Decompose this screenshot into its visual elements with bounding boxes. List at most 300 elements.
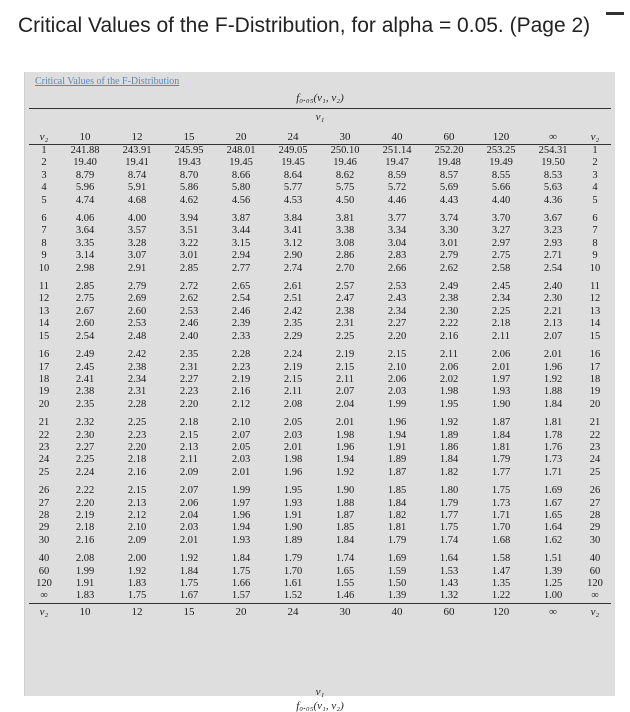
row-label-v2: 22 <box>38 429 50 441</box>
table-cell: 2.39 <box>231 318 251 330</box>
table-cell: 2.03 <box>387 386 407 398</box>
table-cell: 2.16 <box>231 386 251 398</box>
table-cell: 1.70 <box>283 565 303 577</box>
row-label-v2: 8 <box>41 237 47 249</box>
row-label-v2-right: 14 <box>589 318 601 330</box>
table-cell: 1.79 <box>439 497 459 509</box>
table-cell: 19.49 <box>489 157 513 169</box>
table-cell: 2.41 <box>75 373 95 385</box>
row-label-v2: 40 <box>38 553 50 565</box>
table-cell: 2.15 <box>335 361 355 373</box>
table-cell: 3.70 <box>491 213 511 225</box>
table-cell: 2.57 <box>335 281 355 293</box>
table-cell: 2.03 <box>179 522 199 534</box>
table-cell: 1.64 <box>439 553 459 565</box>
table-row <box>29 467 611 479</box>
row-label-v2: 9 <box>41 250 47 262</box>
table-row <box>29 170 611 182</box>
table-cell: 1.89 <box>439 429 459 441</box>
table-cell: 1.35 <box>491 578 511 589</box>
table-cell: 2.16 <box>439 330 459 342</box>
table-cell: 3.01 <box>439 237 459 249</box>
table-cell: 1.81 <box>387 522 407 534</box>
table-cell: 2.42 <box>283 305 303 317</box>
row-label-v2: 19 <box>38 386 50 398</box>
table-cell: 8.64 <box>283 169 303 181</box>
table-cell: 2.61 <box>283 281 303 293</box>
table-cell: 1.75 <box>439 522 459 534</box>
column-header-v1-12: 12 <box>111 130 163 145</box>
table-cell: 1.88 <box>335 497 355 509</box>
table-cell: 2.10 <box>231 417 251 429</box>
table-cell: 2.60 <box>127 305 147 317</box>
table-cell: 1.65 <box>543 509 563 521</box>
table-cell: 1.64 <box>543 522 563 534</box>
table-cell: 19.47 <box>385 157 409 169</box>
table-cell: 2.25 <box>491 305 511 317</box>
table-cell: 2.38 <box>75 386 95 398</box>
row-label-v2-right: 13 <box>589 305 601 317</box>
table-cell: 1.75 <box>491 485 511 497</box>
table-cell: 1.87 <box>491 417 511 429</box>
table-cell: 1.55 <box>335 578 355 589</box>
table-cell: 1.77 <box>439 509 459 521</box>
table-cell: 2.01 <box>543 349 563 361</box>
table-cell: 2.34 <box>491 293 511 305</box>
table-cell: 248.01 <box>226 145 256 156</box>
table-cell: 2.72 <box>179 281 199 293</box>
row-label-v2-right: 15 <box>589 330 601 342</box>
table-cell: 2.22 <box>439 318 459 330</box>
table-cell: 1.47 <box>491 565 511 577</box>
table-cell: 3.94 <box>179 213 199 225</box>
column-header-v1-40: 40 <box>371 130 423 145</box>
table-cell: 2.67 <box>75 305 95 317</box>
table-cell: 4.74 <box>75 194 95 206</box>
table-cell: 1.91 <box>283 509 303 521</box>
table-row <box>29 566 611 578</box>
table-cell: 1.90 <box>491 398 511 410</box>
table-cell: 2.66 <box>387 262 407 274</box>
table-cell: 19.45 <box>281 157 305 169</box>
table-cell: 1.75 <box>231 565 251 577</box>
table-cell: 2.54 <box>543 262 563 274</box>
table-cell: 254.31 <box>538 145 568 156</box>
column-header-v1-∞: ∞ <box>527 130 579 145</box>
table-cell: 2.30 <box>75 429 95 441</box>
table-cell: 4.36 <box>543 194 563 206</box>
table-cell: 2.16 <box>127 466 147 478</box>
row-label-v2-right: 5 <box>592 194 598 206</box>
table-cell: 1.43 <box>439 578 459 589</box>
v2-label: ν₂ <box>29 130 59 145</box>
table-cell: 8.66 <box>231 169 251 181</box>
table-cell: 2.65 <box>231 281 251 293</box>
row-label-v2: ∞ <box>40 590 48 602</box>
row-label-v2: 3 <box>41 169 47 181</box>
table-row <box>29 238 611 250</box>
table-cell: 2.19 <box>75 509 95 521</box>
table-cell: 1.50 <box>387 578 407 589</box>
table-cell: 1.89 <box>387 454 407 466</box>
table-cell: 1.75 <box>127 590 147 602</box>
table-cell: 1.39 <box>543 565 563 577</box>
table-cell: 4.62 <box>179 194 199 206</box>
table-cell: 2.62 <box>179 293 199 305</box>
row-label-v2: 14 <box>38 318 50 330</box>
table-cell: 2.28 <box>127 398 147 410</box>
row-label-v2: 21 <box>38 417 50 429</box>
table-cell: 1.94 <box>231 522 251 534</box>
table-cell: 1.96 <box>283 466 303 478</box>
table-row <box>29 306 611 318</box>
table-cell: 2.07 <box>231 429 251 441</box>
row-label-v2: 16 <box>38 349 50 361</box>
row-label-v2: 10 <box>38 262 50 274</box>
row-label-v2-right: 23 <box>589 441 601 453</box>
table-cell: 2.77 <box>231 262 251 274</box>
table-cell: 2.69 <box>127 293 147 305</box>
table-cell: 2.19 <box>231 373 251 385</box>
table-cell: 8.79 <box>75 169 95 181</box>
table-cell: 1.61 <box>283 578 303 589</box>
row-label-v2-right: 3 <box>592 169 598 181</box>
table-cell: 2.94 <box>231 250 251 262</box>
column-header-v1-12: 12 <box>111 603 163 620</box>
table-cell: 1.84 <box>491 429 511 441</box>
table-cell: 2.25 <box>127 417 147 429</box>
table-cell: 2.11 <box>492 330 510 342</box>
table-cell: 1.98 <box>283 454 303 466</box>
table-cell: 1.90 <box>335 485 355 497</box>
table-row <box>29 547 611 565</box>
table-cell: 2.04 <box>335 398 355 410</box>
table-cell: 2.09 <box>179 466 199 478</box>
table-cell: 252.20 <box>434 145 464 156</box>
table-cell: 19.50 <box>541 157 565 169</box>
table-cell: 3.44 <box>231 225 251 237</box>
table-cell: 2.22 <box>75 485 95 497</box>
column-header-v1-30: 30 <box>319 130 371 145</box>
table-cell: 3.23 <box>543 225 563 237</box>
table-cell: 1.80 <box>439 485 459 497</box>
table-cell: 1.66 <box>231 578 251 589</box>
table-cell: 1.99 <box>75 565 95 577</box>
table-cell: 8.57 <box>439 169 459 181</box>
table-cell: 2.20 <box>179 398 199 410</box>
row-label-v2-right: 4 <box>592 182 598 194</box>
table-cell: 2.25 <box>335 330 355 342</box>
table-cell: 1.84 <box>543 398 563 410</box>
table-cell: 2.27 <box>179 373 199 385</box>
column-header-v1-120: 120 <box>475 603 527 620</box>
table-cell: 3.01 <box>179 250 199 262</box>
header-rule <box>29 108 611 109</box>
table-cell: 2.79 <box>127 281 147 293</box>
table-cell: 1.74 <box>335 553 355 565</box>
table-cell: 2.12 <box>231 398 251 410</box>
table-cell: 1.97 <box>231 497 251 509</box>
table-cell: 2.10 <box>387 361 407 373</box>
table-cell: 1.78 <box>543 429 563 441</box>
table-cell: 2.00 <box>127 553 147 565</box>
table-cell: 2.83 <box>387 250 407 262</box>
row-label-v2-right: 21 <box>589 417 601 429</box>
column-header-v1-20: 20 <box>215 130 267 145</box>
table-cell: 1.73 <box>491 497 511 509</box>
table-cell: 3.15 <box>231 237 251 249</box>
table-cell: 2.75 <box>491 250 511 262</box>
table-cell: 1.96 <box>335 441 355 453</box>
column-header-v1-60: 60 <box>423 130 475 145</box>
row-label-v2-right: 8 <box>592 237 598 249</box>
table-row <box>29 362 611 374</box>
row-label-v2-right: 6 <box>592 213 598 225</box>
table-cell: 1.83 <box>75 590 95 602</box>
table-cell: 2.11 <box>284 386 302 398</box>
table-cell: 2.49 <box>439 281 459 293</box>
table-cell: 1.96 <box>231 509 251 521</box>
row-label-v2: 18 <box>38 373 50 385</box>
table-cell: 1.96 <box>387 417 407 429</box>
table-cell: 8.74 <box>127 169 147 181</box>
title-divider <box>606 12 624 15</box>
table-cell: 2.60 <box>75 318 95 330</box>
row-label-v2-right: 18 <box>589 373 601 385</box>
table-cell: 1.93 <box>283 497 303 509</box>
table-cell: 249.05 <box>278 145 308 156</box>
table-cell: 1.52 <box>283 590 303 602</box>
row-label-v2-right: 12 <box>589 293 601 305</box>
table-cell: 2.53 <box>387 281 407 293</box>
table-cell: 2.31 <box>127 386 147 398</box>
table-cell: 1.71 <box>543 466 563 478</box>
table-cell: 3.84 <box>283 213 303 225</box>
row-label-v2: 23 <box>38 441 50 453</box>
row-label-v2-right: 60 <box>589 565 601 577</box>
table-cell: 1.85 <box>387 485 407 497</box>
table-cell: 2.01 <box>335 417 355 429</box>
table-cell: 3.57 <box>127 225 147 237</box>
table-cell: 1.93 <box>491 386 511 398</box>
table-cell: 2.62 <box>439 262 459 274</box>
table-cell: 4.68 <box>127 194 147 206</box>
table-cell: 1.46 <box>335 590 355 602</box>
column-header-v1-20: 20 <box>215 603 267 620</box>
table-cell: 5.91 <box>127 182 147 194</box>
table-cell: 2.27 <box>387 318 407 330</box>
table-cell: 4.50 <box>335 194 355 206</box>
table-cell: 8.70 <box>179 169 199 181</box>
table-cell: 2.35 <box>75 398 95 410</box>
table-row <box>29 510 611 522</box>
v2-label: ν₂ <box>579 603 611 620</box>
table-cell: 1.58 <box>491 553 511 565</box>
table-cell: 2.30 <box>439 305 459 317</box>
table-cell: 2.19 <box>283 361 303 373</box>
table-cell: 1.85 <box>335 522 355 534</box>
table-cell: 2.40 <box>543 281 563 293</box>
column-header-v1-15: 15 <box>163 603 215 620</box>
table-cell: 1.96 <box>543 361 563 373</box>
table-cell: 1.93 <box>231 534 251 546</box>
table-cell: 2.01 <box>283 441 303 453</box>
table-cell: 2.18 <box>491 318 511 330</box>
table-cell: 2.38 <box>439 293 459 305</box>
table-cell: 2.45 <box>491 281 511 293</box>
table-cell: 1.90 <box>283 522 303 534</box>
table-cell: 251.14 <box>382 145 412 156</box>
row-label-v2: 12 <box>38 293 50 305</box>
table-cell: 5.72 <box>387 182 407 194</box>
table-cell: 1.87 <box>335 509 355 521</box>
table-cell: 3.64 <box>75 225 95 237</box>
table-cell: 19.46 <box>333 157 357 169</box>
table-cell: 1.95 <box>283 485 303 497</box>
table-cell: 1.39 <box>387 590 407 602</box>
table-cell: 2.71 <box>543 250 563 262</box>
row-label-v2: 15 <box>38 330 50 342</box>
table-cell: 1.81 <box>491 441 511 453</box>
table-cell: 4.56 <box>231 194 251 206</box>
table-cell: 2.23 <box>231 361 251 373</box>
table-cell: 5.63 <box>543 182 563 194</box>
table-cell: 1.84 <box>335 534 355 546</box>
table-cell: 2.12 <box>127 509 147 521</box>
table-cell: 2.19 <box>335 349 355 361</box>
table-row <box>29 207 611 225</box>
table-cell: 3.35 <box>75 237 95 249</box>
table-cell: 3.51 <box>179 225 199 237</box>
row-label-v2: 17 <box>38 361 50 373</box>
table-cell: 1.75 <box>179 578 199 589</box>
table-cell: 241.88 <box>70 145 100 156</box>
table-cell: 1.92 <box>543 373 563 385</box>
row-label-v2-right: 9 <box>592 250 598 262</box>
table-cell: 250.10 <box>330 145 360 156</box>
table-cell: 8.62 <box>335 169 355 181</box>
table-cell: 1.84 <box>179 565 199 577</box>
table-cell: 19.40 <box>73 157 97 169</box>
table-cell: 3.34 <box>387 225 407 237</box>
table-row <box>29 578 611 590</box>
row-label-v2-right: 22 <box>589 429 601 441</box>
table-cell: 2.46 <box>231 305 251 317</box>
table-cell: 19.48 <box>437 157 461 169</box>
table-cell: 1.22 <box>491 590 511 602</box>
table-cell: 1.76 <box>543 441 563 453</box>
table-cell: 2.30 <box>543 293 563 305</box>
table-cell: 243.91 <box>122 145 152 156</box>
function-label-top: f₀.₀₅(ν₁, ν₂) <box>296 92 344 104</box>
row-label-v2: 25 <box>38 466 50 478</box>
table-cell: 3.04 <box>387 237 407 249</box>
table-cell: 1.62 <box>543 534 563 546</box>
table-cell: 1.69 <box>387 553 407 565</box>
table-cell: 1.84 <box>439 454 459 466</box>
row-label-v2: 30 <box>38 534 50 546</box>
table-cell: 1.95 <box>439 398 459 410</box>
table-cell: 5.66 <box>491 182 511 194</box>
table-cell: 2.21 <box>543 305 563 317</box>
page-title: Critical Values of the F-Distribution, for alpha = 0.05. (Page 2) <box>18 14 591 37</box>
table-cell: 1.00 <box>543 590 563 602</box>
table-cell: 8.53 <box>543 169 563 181</box>
table-cell: 3.67 <box>543 213 563 225</box>
table-cell: 3.14 <box>75 250 95 262</box>
table-cell: 5.80 <box>231 182 251 194</box>
table-cell: 2.86 <box>335 250 355 262</box>
table-cell: 5.86 <box>179 182 199 194</box>
row-label-v2: 6 <box>41 213 47 225</box>
table-cell: 3.81 <box>335 213 355 225</box>
row-label-v2-right: 2 <box>592 157 598 169</box>
table-row <box>29 590 611 603</box>
table-cell: 2.38 <box>127 361 147 373</box>
table-cell: 1.53 <box>439 565 459 577</box>
column-header-v1-40: 40 <box>371 603 423 620</box>
table-cell: 3.77 <box>387 213 407 225</box>
table-cell: 1.32 <box>439 590 459 602</box>
table-cell: 2.35 <box>179 349 199 361</box>
table-cell: 2.34 <box>387 305 407 317</box>
table-cell: 2.24 <box>283 349 303 361</box>
table-cell: 2.01 <box>231 466 251 478</box>
table-cell: 2.23 <box>127 429 147 441</box>
table-cell: 5.69 <box>439 182 459 194</box>
table-row <box>29 343 611 361</box>
row-label-v2-right: 19 <box>589 386 601 398</box>
row-label-v2: 60 <box>38 565 50 577</box>
table-row <box>29 331 611 343</box>
table-cell: 2.06 <box>439 361 459 373</box>
column-header-v1-15: 15 <box>163 130 215 145</box>
table-cell: 1.74 <box>439 534 459 546</box>
table-cell: 2.20 <box>387 330 407 342</box>
table-cell: 2.05 <box>231 441 251 453</box>
table-row <box>29 399 611 411</box>
table-cell: 8.55 <box>491 169 511 181</box>
row-label-v2-right: 11 <box>589 281 601 293</box>
table-cell: 3.30 <box>439 225 459 237</box>
table-cell: 2.47 <box>335 293 355 305</box>
table-cell: 2.42 <box>127 349 147 361</box>
table-cell: 2.33 <box>231 330 251 342</box>
row-label-v2: 27 <box>38 497 50 509</box>
table-cell: 2.03 <box>283 429 303 441</box>
row-label-v2: 7 <box>41 225 47 237</box>
table-cell: 2.54 <box>231 293 251 305</box>
table-cell: 2.16 <box>75 534 95 546</box>
table-cell: 2.43 <box>387 293 407 305</box>
table-cell: 1.70 <box>491 522 511 534</box>
row-label-v2: 120 <box>36 578 52 589</box>
row-label-v2: 11 <box>38 281 50 293</box>
row-label-v2-right: 16 <box>589 349 601 361</box>
table-cell: 2.53 <box>127 318 147 330</box>
table-cell: 2.85 <box>179 262 199 274</box>
table-cell: 2.29 <box>283 330 303 342</box>
table-cell: 2.07 <box>179 485 199 497</box>
table-cell: 1.77 <box>491 466 511 478</box>
table-cell: 253.25 <box>486 145 516 156</box>
table-cell: 2.18 <box>75 522 95 534</box>
table-cell: 2.02 <box>439 373 459 385</box>
table-cell: 8.59 <box>387 169 407 181</box>
table-cell: 2.93 <box>543 237 563 249</box>
table-cell: 1.65 <box>335 565 355 577</box>
table-cell: 2.09 <box>127 534 147 546</box>
